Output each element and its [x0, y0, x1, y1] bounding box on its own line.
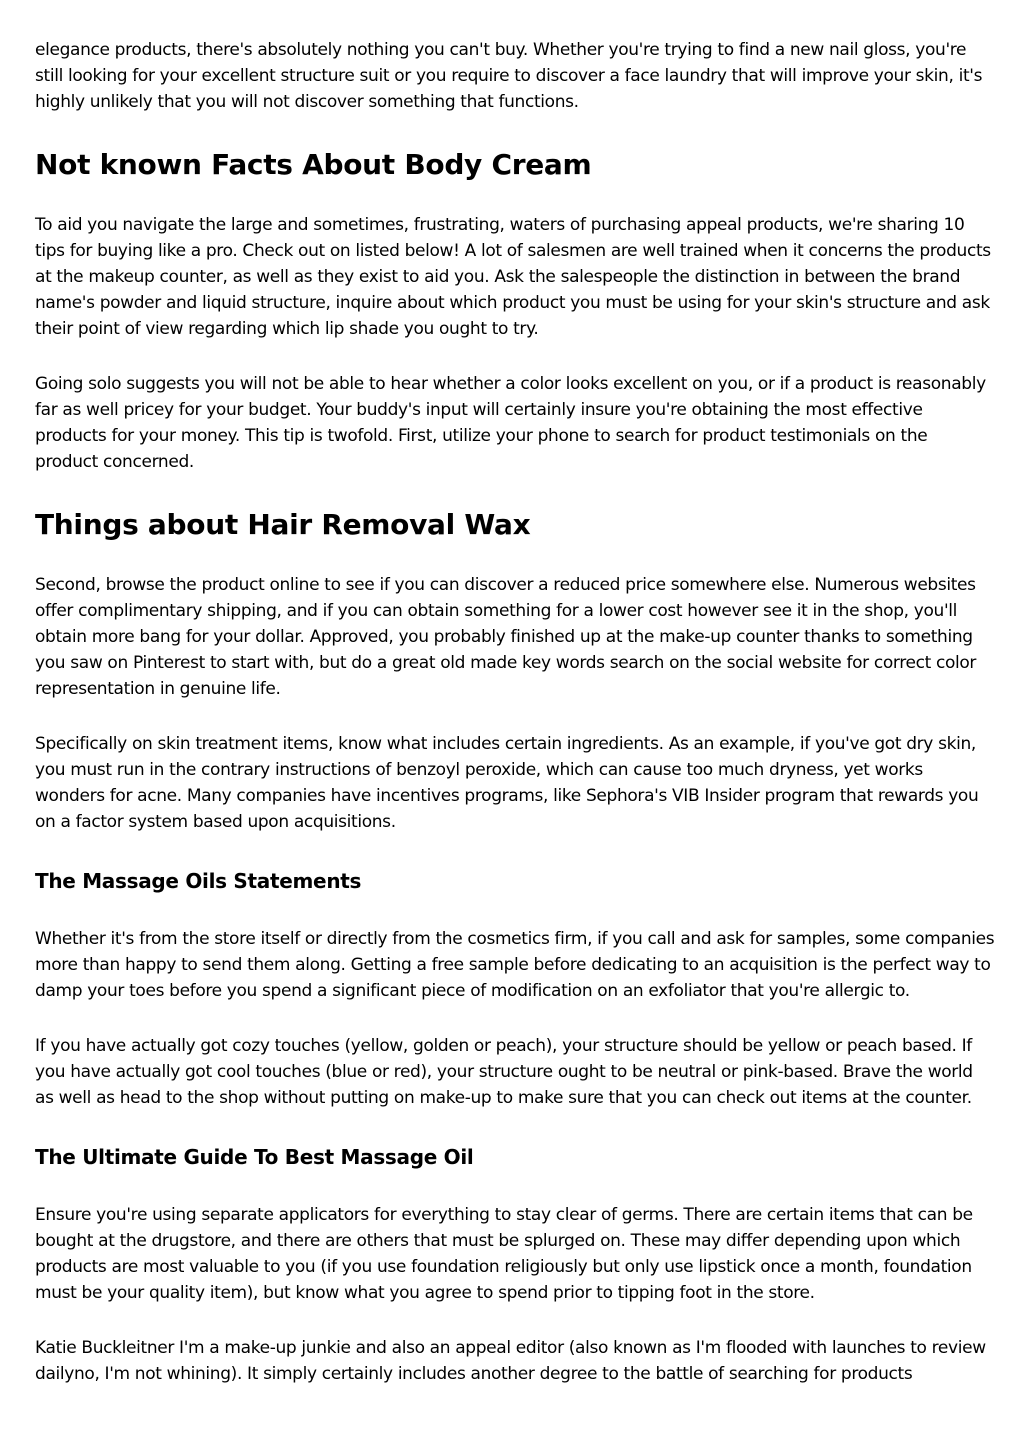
heading-massage-oils: The Massage Oils Statements — [35, 869, 362, 893]
paragraph-8: Katie Buckleitner I'm a make-up junkie and also an appeal editor (also known as I'm flooded with launches to review dailyno, I'm not whining). It simply certainly includes another degree to the battle of searching for products — [35, 1338, 986, 1384]
paragraph-1: To aid you navigate the large and sometimes, frustrating, waters of purchasing appeal products, we're sharing 10 tips for buying like a pro. Check out on listed below! A lot of salesmen are well trained when it concerns the products at the makeup counter, as well as they exist to aid you. Ask the salespeople the distinction in between the brand name's powder and liquid structure, inquire about which product you must be using for your skin's structure and ask their point of view regarding which lip shade you ought to try. — [35, 215, 991, 339]
heading-best-massage-oil: The Ultimate Guide To Best Massage Oil — [35, 1145, 474, 1169]
heading-body-cream: Not known Facts About Body Cream — [35, 148, 592, 181]
article — [35, 37, 995, 1387]
intro-paragraph: elegance products, there's absolutely nothing you can't buy. Whether you're trying to find a new nail gloss, you're still looking for your excellent structure suit or you require to discover a face laundry that will improve your skin, it's highly unlikely that you will not discover something that functions. — [35, 40, 983, 112]
heading-hair-removal-wax: Things about Hair Removal Wax — [35, 508, 531, 541]
paragraph-6: If you have actually got cozy touches (yellow, golden or peach), your structure should be yellow or peach based. If you have actually got cool touches (blue or red), your structure ought to be neutral or pink-based. Brave the world as well as head to the shop without putting on make-up to make sure that you can check out items at the counter. — [35, 1036, 973, 1108]
paragraph-3: Second, browse the product online to see if you can discover a reduced price somewhere else. Numerous websites offer complimentary shipping, and if you can obtain something for a lower cost however see it in the shop, you'll obtain more bang for your dollar. Approved, you probably finished up at the make-up counter thanks to something you saw on Pinterest to start with, but do a great old made key words search on the social website for correct color representation in genuine life. — [35, 575, 977, 699]
paragraph-4: Specifically on skin treatment items, know what includes certain ingredients. As an example, if you've got dry skin, you must run in the contrary instructions of benzoyl peroxide, which can cause too much dryness, yet works wonders for acne. Many companies have incentives programs, like Sephora's VIB Insider program that rewards you on a factor system based upon acquisitions. — [35, 734, 979, 832]
paragraph-2: Going solo suggests you will not be able to hear whether a color looks excellent on you, or if a product is reasonably far as well pricey for your budget. Your buddy's input will certainly insure you're obtaining the most effective products for your money. This tip is twofold. First, utilize your phone to search for product testimonials on the product concerned. — [35, 374, 986, 472]
paragraph-7: Ensure you're using separate applicators for everything to stay clear of germs. There are certain items that can be bought at the drugstore, and there are others that must be splurged on. These may differ depending upon which products are most valuable to you (if you use foundation religiously but only use lipstick once a month, foundation must be your quality item), but know what you agree to spend prior to tipping foot in the store. — [35, 1205, 973, 1303]
paragraph-5: Whether it's from the store itself or directly from the cosmetics firm, if you call and ask for samples, some companies more than happy to send them along. Getting a free sample before dedicating to an acquisition is the perfect way to damp your toes before you spend a significant piece of modification on an exfoliator that you're allergic to. — [35, 929, 995, 1001]
